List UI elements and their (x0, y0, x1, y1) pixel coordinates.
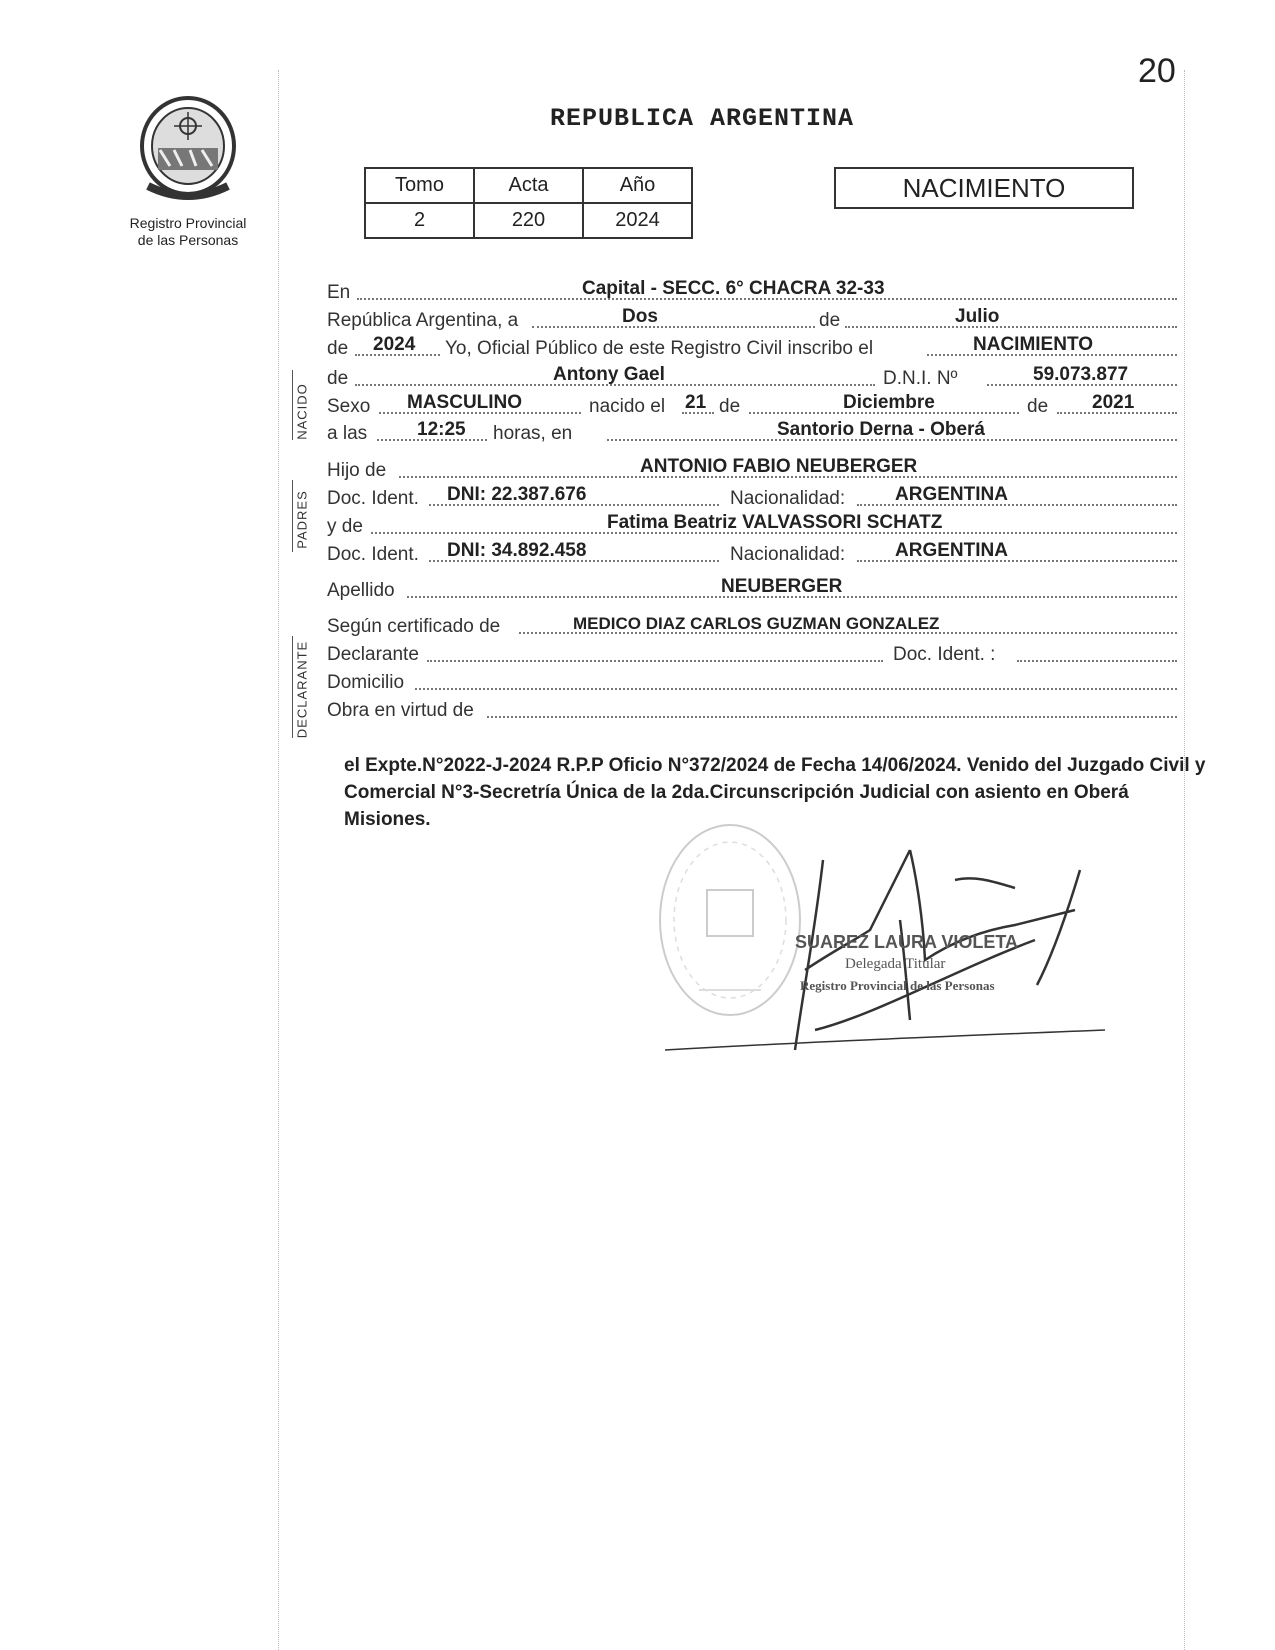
side-rule-padres (292, 480, 293, 552)
label-republica: República Argentina, a (327, 310, 519, 331)
side-label-padres: PADRES (294, 490, 310, 549)
side-rule-nacido (292, 370, 293, 440)
label-nacido-el: nacido el (589, 396, 666, 417)
country-title: REPUBLICA ARGENTINA (550, 104, 855, 133)
label-a-las: a las (327, 423, 368, 444)
value-apellido: NEUBERGER (721, 576, 843, 597)
side-rule-declarante (292, 636, 293, 738)
row-madre-doc (327, 542, 1177, 568)
value-acta: 220 (474, 203, 583, 238)
label-hijo-de: Hijo de (327, 460, 387, 481)
value-dia-inscripcion: Dos (622, 306, 658, 327)
label-apellido: Apellido (327, 580, 395, 601)
legal-note: el Expte.N°2022-J-2024 R.P.P Oficio N°372/2024 de Fecha 14/06/2024. Venido del Juzgado Civil y Comercial N°3-Secretría Única de la 2da.Circunscripción Judicial con asiento en Oberá Misiones. (344, 755, 1206, 830)
label-de: de (327, 338, 349, 359)
label-de: de (719, 396, 741, 417)
value-padre-doc: DNI: 22.387.676 (447, 484, 587, 505)
value-madre-doc: DNI: 34.892.458 (447, 540, 587, 561)
row-fecha-inscripcion (327, 308, 1177, 334)
margin-line-right (1184, 70, 1185, 1650)
margin-line-left (278, 70, 279, 1650)
dots (415, 688, 1177, 690)
page-number: 20 (1138, 52, 1176, 90)
label-oficial: Yo, Oficial Público de este Registro Civil inscribo el (445, 338, 874, 359)
label-sexo: Sexo (327, 396, 371, 417)
side-label-declarante: DECLARANTE (294, 640, 310, 739)
province-seal-logo (138, 96, 238, 204)
row-certificado (327, 614, 1177, 640)
label-dni: D.N.I. Nº (883, 368, 958, 389)
row-obra (327, 698, 1177, 724)
label-en: En (327, 282, 351, 303)
row-apellido (327, 578, 1177, 604)
record-type-box: NACIMIENTO (834, 167, 1134, 209)
row-oficial (327, 336, 1177, 362)
value-madre-nac: ARGENTINA (895, 540, 1008, 561)
value-mes-inscripcion: Julio (955, 306, 1000, 327)
row-hora-lugar (327, 421, 1177, 447)
value-nombre: Antony Gael (553, 364, 665, 385)
side-label-nacido: NACIDO (294, 383, 310, 440)
value-anio-inscripcion: 2024 (373, 334, 416, 355)
header-acta: Acta (474, 168, 583, 203)
label-y-de: y de (327, 516, 363, 537)
row-madre (327, 514, 1177, 540)
label-horas-en: horas, en (493, 423, 573, 444)
seal-and-signature (655, 820, 1175, 1120)
value-dni: 59.073.877 (1033, 364, 1129, 385)
value-tomo: 2 (365, 203, 474, 238)
label-obra: Obra en virtud de (327, 700, 474, 721)
value-hora: 12:25 (417, 419, 466, 440)
label-de: de (819, 310, 841, 331)
label-doc-ident: Doc. Ident. (327, 488, 419, 509)
signature-org: Registro Provincial de las Personas (800, 978, 995, 993)
row-sexo (327, 394, 1177, 420)
dots (1017, 660, 1177, 662)
dots (845, 326, 1177, 328)
header-tomo: Tomo (365, 168, 474, 203)
label-doc-ident-colon: Doc. Ident. : (893, 644, 996, 665)
dots (487, 716, 1177, 718)
label-de: de (1027, 396, 1049, 417)
value-padre: ANTONIO FABIO NEUBERGER (640, 456, 918, 477)
row-padre (327, 458, 1177, 484)
signature-title: Delegada Titular (845, 956, 946, 972)
label-nacionalidad: Nacionalidad: (730, 488, 846, 509)
value-dia-nac: 21 (685, 392, 707, 413)
value-mes-nac: Diciembre (843, 392, 935, 413)
value-certificado: MEDICO DIAZ CARLOS GUZMAN GONZALEZ (573, 614, 940, 633)
value-lugar-nac: Santorio Derna - Oberá (777, 419, 985, 440)
value-acto: NACIMIENTO (973, 334, 1093, 355)
value-anio-nac: 2021 (1092, 392, 1135, 413)
value-sexo: MASCULINO (407, 392, 523, 413)
label-declarante: Declarante (327, 644, 419, 665)
signature-name: SUAREZ LAURA VIOLETA (795, 932, 1018, 952)
dots (532, 326, 815, 328)
label-de: de (327, 368, 349, 389)
row-nombre (327, 366, 1177, 392)
value-madre: Fatima Beatriz VALVASSORI SCHATZ (607, 512, 943, 533)
registry-name (118, 215, 258, 249)
registry-line-1: Registro Provincial (129, 215, 247, 231)
row-declarante (327, 642, 1177, 668)
row-en (327, 280, 1177, 306)
label-segun: Según certificado de (327, 616, 501, 637)
row-domicilio (327, 670, 1177, 696)
registry-line-2: de las Personas (137, 232, 239, 248)
label-domicilio: Domicilio (327, 672, 405, 693)
record-table (364, 167, 693, 239)
value-lugar: Capital - SECC. 6° CHACRA 32-33 (582, 278, 885, 299)
value-padre-nac: ARGENTINA (895, 484, 1008, 505)
label-nacionalidad: Nacionalidad: (730, 544, 846, 565)
row-padre-doc (327, 486, 1177, 512)
dots (427, 660, 883, 662)
value-anio: 2024 (583, 203, 692, 238)
label-doc-ident: Doc. Ident. (327, 544, 419, 565)
header-anio: Año (583, 168, 692, 203)
